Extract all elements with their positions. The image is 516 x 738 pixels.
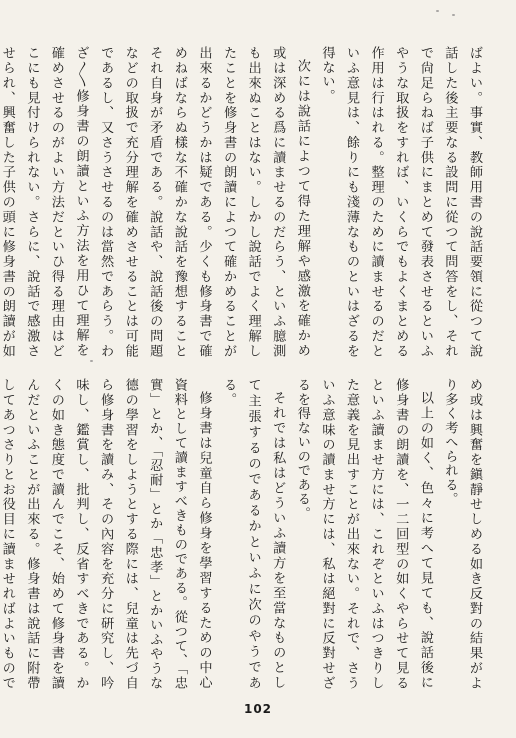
paragraph: ばよい。事實、教師用書の說話要領に從つて說話した後主要なる設問に從つて問答をし、それで尙足らねば子供にまとめて發表させるといふやうな取扱をすれば、いくらでもよくまとめる作用は行はれる。整理のために讀ませるのだといふ意見は、餘りにも淺薄なものといはざるを得ない。 — [319, 46, 482, 358]
paragraph: 以上の如く、色々に考へて見ても、說話後に修身書の朗讀を、一二回型の如くやらせて見るといふ讀ませ方には、これぞといふはつきりした意義を見出すことが出來ない。それで、さういふ意味の讀ませ方には、私は絕對に反對せざるを得ないのである。 — [294, 378, 433, 690]
ink-speck — [452, 14, 455, 16]
ink-speck — [90, 360, 93, 362]
paragraph: 修身書は兒童自ら修身を學習するための中心資料として讀ますべきものである。從つて、「忠實」とか、「忍耐」とか「忠孝」とかいふやうな德の學習をしようとする際には、兒童は先づ自ら修身書を讀み、その內容を充分に硏究し、吟味し、鑑賞し、批判し、反省すべきである。かくの如き態度で讀んでこそ、始めて修身書を讀んだといふことが出來る。修身書は說話に附帶してあつさりとお役目に讀ませればよいもので — [0, 378, 212, 690]
text-block-upper — [0, 46, 486, 358]
paragraph: それでは私はどういふ讀方を至當なものとして主張するのであるかといふに次のやうである。 — [221, 378, 286, 690]
text-block-lower — [0, 378, 486, 690]
page-number: 102 — [243, 702, 273, 716]
paragraph: 次には說話によつて得た理解や感激を確かめ或は深める爲に讀ませるのだらう、といふ臆測も出來ぬことはない。しかし說話でよく理解したことを修身書の朗讀によつて確かめることが出來るかどうかは疑である。少くも修身書で確めねばならぬ樣な不確かな說話を豫想することそれ自身が矛盾である。說話や、說話後の問題などの取扱で充分理解を確めさせることは可能であるし、又さうさせるのは當然であらう。わざ〳〵修身書の朗讀といふ方法を用ひて理解を確めさせるのがよい方法だといひ得る理由はどこにも見付けられない。さらに、說話で感激させられ、興奮した子供の頭に修身書の朗讀が如 — [0, 46, 310, 358]
ink-speck — [436, 10, 439, 12]
paragraph: め或は興奮を鎭靜せしめる如き反對の結果がより多く考へられる。 — [442, 378, 482, 690]
